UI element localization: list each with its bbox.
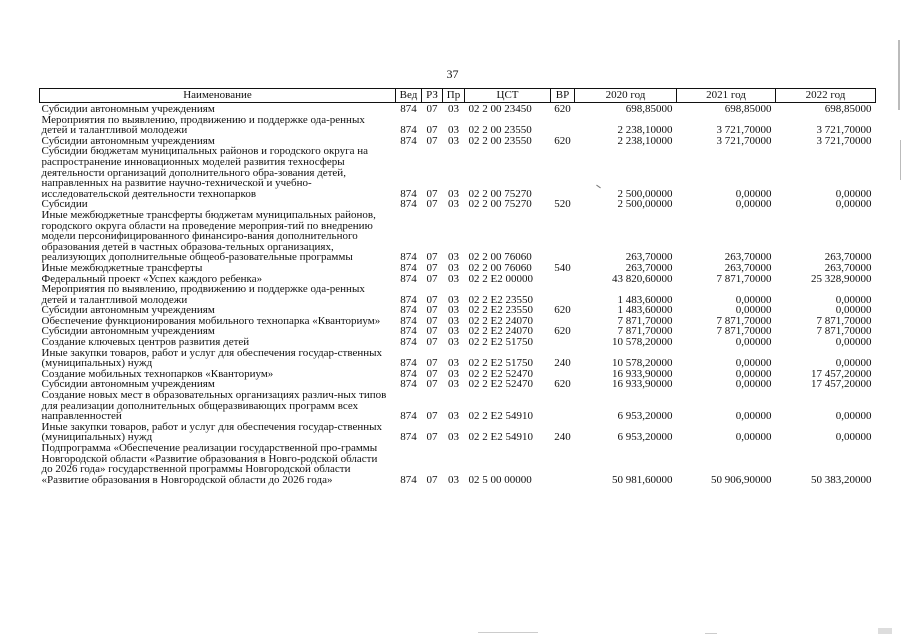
row-cst: 02 2 00 76060 <box>468 251 532 264</box>
scan-edge-mark <box>705 633 717 634</box>
row-name: Мероприятия по выявлению, продвижению и поддержке ода-ренных детей и талантливой молодежи <box>41 283 365 306</box>
row-cst: 02 2 00 76060 <box>468 261 532 274</box>
table-header <box>40 89 876 103</box>
header-ved: Вед <box>396 89 422 103</box>
row-vr <box>551 390 575 422</box>
row-amount-2020: 2 238,10000 <box>617 134 673 147</box>
row-ved: 874 <box>400 134 417 147</box>
row-amount-2020: 7 871,70000 <box>617 325 673 338</box>
row-cst: 02 2 00 23450 <box>468 103 532 115</box>
row-ved: 874 <box>400 336 417 349</box>
row-name: Субсидии автономным учреждениям <box>41 325 215 338</box>
row-cst: 02 2 E2 51750 <box>468 357 533 370</box>
row-pr: 03 <box>448 134 459 147</box>
row-rz: 07 <box>426 134 438 147</box>
header-vr: ВР <box>551 89 575 103</box>
row-rz: 07 <box>426 272 438 285</box>
row-rz: 07 <box>426 473 438 486</box>
table-row <box>40 210 876 263</box>
row-amount-2022: 7 871,70000 <box>816 325 872 338</box>
row-amount-2020: 2 238,10000 <box>617 124 673 137</box>
row-amount-2022: 0,00000 <box>835 198 872 211</box>
row-rz: 07 <box>426 198 438 211</box>
row-name: Иные закупки товаров, работ и услуг для обеспечения государ-ственных (муниципальных) нужд <box>41 346 383 370</box>
row-ved: 874 <box>400 198 417 211</box>
row-rz: 07 <box>426 357 438 370</box>
row-vr <box>551 443 575 485</box>
row-pr: 03 <box>448 431 459 444</box>
row-amount-2020: 6 953,20000 <box>617 410 673 423</box>
row-rz: 07 <box>426 187 438 200</box>
row-ved: 874 <box>400 293 417 306</box>
row-rz: 07 <box>426 325 438 338</box>
row-name: Подпрограмма «Обеспечение реализации государственной про-граммы Новгородской области «Развитие образования в Новго-родской области до 2026 года» государственной программы Новгородской области «Развитие образования в Новгородской области до 2026 года» <box>41 442 378 486</box>
header-2020: 2020 год <box>575 89 677 103</box>
row-ved: 874 <box>400 314 417 327</box>
row-vr <box>551 115 575 136</box>
row-amount-2021: 0,00000 <box>735 431 772 444</box>
row-pr: 03 <box>448 187 459 200</box>
row-name: Создание новых мест в образовательных организациях различ-ных типов для реализации дополнительных общеразвивающих программ всех направленностей <box>41 389 387 423</box>
row-amount-2021: 0,00000 <box>735 293 772 306</box>
row-cst: 02 2 00 75270 <box>468 198 532 211</box>
row-vr: 620 <box>554 304 571 317</box>
row-rz: 07 <box>426 293 438 306</box>
row-rz: 07 <box>426 314 438 327</box>
row-vr: 620 <box>554 378 571 391</box>
row-pr: 03 <box>448 473 459 486</box>
page-number: 37 <box>446 67 459 81</box>
row-pr: 03 <box>448 357 459 370</box>
row-amount-2022: 263,70000 <box>824 261 872 274</box>
row-rz: 07 <box>426 336 438 349</box>
row-amount-2020: 1 483,60000 <box>617 304 673 317</box>
row-name: Обеспечение функционирования мобильного технопарка «Кванториум» <box>41 314 381 327</box>
row-pr: 03 <box>448 314 459 327</box>
table-row <box>40 284 876 305</box>
row-vr: 620 <box>554 134 571 147</box>
row-cst: 02 2 00 23550 <box>468 124 532 137</box>
row-pr: 03 <box>448 325 459 338</box>
row-pr: 03 <box>448 293 459 306</box>
row-amount-2020: 698,85000 <box>625 103 673 115</box>
row-name: Иные межбюджетные трансферты бюджетам муниципальных районов, городского округа области на проведение мероприя-тий по внедрению модели персонифицированного финансиро-вания дополнительного образования детей в частных образова-тельных организациях, реализующих дополнительные общеоб-разовательные программы <box>41 208 376 264</box>
row-vr <box>551 337 575 348</box>
row-pr: 03 <box>448 198 459 211</box>
row-ved: 874 <box>400 304 417 317</box>
row-amount-2022: 0,00000 <box>835 357 872 370</box>
header-rz: РЗ <box>422 89 443 103</box>
row-cst: 02 5 00 00000 <box>468 473 532 486</box>
row-amount-2022: 50 383,20000 <box>811 473 872 486</box>
row-rz: 07 <box>426 103 438 115</box>
row-vr: 620 <box>554 325 571 338</box>
row-vr: 540 <box>554 261 571 274</box>
row-amount-2021: 0,00000 <box>735 357 772 370</box>
row-name: Субсидии автономным учреждениям <box>41 304 215 317</box>
row-ved: 874 <box>400 357 417 370</box>
row-rz: 07 <box>426 410 438 423</box>
row-vr: 240 <box>554 357 571 370</box>
row-cst: 02 2 E2 23550 <box>468 293 533 306</box>
row-pr: 03 <box>448 124 459 137</box>
row-ved: 874 <box>400 124 417 137</box>
row-rz: 07 <box>426 431 438 444</box>
row-ved: 874 <box>400 473 417 486</box>
table-row <box>40 146 876 199</box>
row-amount-2020: 2 500,00000 <box>617 187 673 200</box>
row-vr <box>551 284 575 305</box>
row-pr: 03 <box>448 272 459 285</box>
row-vr: 620 <box>554 103 571 115</box>
row-ved: 874 <box>400 325 417 338</box>
row-pr: 03 <box>448 410 459 423</box>
row-name: Субсидии <box>41 198 88 211</box>
row-amount-2020: 10 578,20000 <box>612 336 673 349</box>
row-name: Мероприятия по выявлению, продвижению и поддержке ода-ренных детей и талантливой молодежи <box>41 113 365 137</box>
row-amount-2020: 6 953,20000 <box>617 431 673 444</box>
row-cst: 02 2 E2 23550 <box>468 304 533 317</box>
row-rz: 07 <box>426 367 438 380</box>
row-amount-2022: 7 871,70000 <box>816 314 872 327</box>
row-amount-2021: 0,00000 <box>735 336 772 349</box>
row-vr <box>551 146 575 199</box>
scan-edge-mark <box>878 628 892 634</box>
row-ved: 874 <box>400 103 417 115</box>
row-cst: 02 2 E2 54910 <box>468 431 533 444</box>
row-amount-2020: 263,70000 <box>625 261 673 274</box>
row-amount-2022: 698,85000 <box>824 103 872 115</box>
row-amount-2020: 263,70000 <box>625 251 673 264</box>
row-amount-2020: 10 578,20000 <box>612 357 673 370</box>
row-amount-2022: 17 457,20000 <box>811 378 872 391</box>
row-name: Создание ключевых центров развития детей <box>41 336 250 349</box>
row-amount-2022: 0,00000 <box>835 187 872 200</box>
row-ved: 874 <box>400 410 417 423</box>
row-ved: 874 <box>400 367 417 380</box>
row-name: Иные межбюджетные трансферты <box>41 261 203 274</box>
row-ved: 874 <box>400 251 417 264</box>
row-amount-2021: 7 871,70000 <box>716 314 772 327</box>
row-rz: 07 <box>426 251 438 264</box>
row-ved: 874 <box>400 378 417 391</box>
row-pr: 03 <box>448 336 459 349</box>
row-vr <box>551 210 575 263</box>
header-name: Наименование <box>40 89 396 103</box>
table-row <box>40 115 876 136</box>
row-amount-2022: 0,00000 <box>835 293 872 306</box>
row-amount-2021: 3 721,70000 <box>716 134 772 147</box>
row-name: Субсидии автономным учреждениям <box>41 103 215 115</box>
row-pr: 03 <box>448 103 459 115</box>
row-ved: 874 <box>400 261 417 274</box>
row-pr: 03 <box>448 304 459 317</box>
row-rz: 07 <box>426 124 438 137</box>
row-pr: 03 <box>448 261 459 274</box>
row-amount-2020: 16 933,90000 <box>612 378 673 391</box>
row-amount-2022: 0,00000 <box>835 304 872 317</box>
header-cst: ЦСТ <box>465 89 551 103</box>
row-rz: 07 <box>426 304 438 317</box>
row-ved: 874 <box>400 431 417 444</box>
row-amount-2021: 0,00000 <box>735 198 772 211</box>
row-amount-2020: 7 871,70000 <box>617 314 673 327</box>
table-body <box>40 103 876 486</box>
row-rz: 07 <box>426 378 438 391</box>
row-amount-2020: 1 483,60000 <box>617 293 673 306</box>
row-amount-2021: 0,00000 <box>735 378 772 391</box>
header-row <box>40 89 876 103</box>
row-name: Федеральный проект «Успех каждого ребенка» <box>41 272 263 285</box>
row-amount-2022: 3 721,70000 <box>816 124 872 137</box>
row-amount-2020: 43 820,60000 <box>612 272 673 285</box>
row-amount-2020: 50 981,60000 <box>612 473 673 486</box>
row-pr: 03 <box>448 367 459 380</box>
row-name: Субсидии автономным учреждениям <box>41 134 215 147</box>
row-ved: 874 <box>400 187 417 200</box>
row-vr: 240 <box>554 431 571 444</box>
table-row <box>40 443 876 485</box>
row-amount-2022: 0,00000 <box>835 431 872 444</box>
scan-edge-mark <box>898 40 900 110</box>
row-rz: 07 <box>426 261 438 274</box>
row-cst: 02 2 E2 51750 <box>468 336 533 349</box>
row-amount-2021: 263,70000 <box>724 261 772 274</box>
row-cst: 02 2 E2 52470 <box>468 367 533 380</box>
header-2022: 2022 год <box>776 89 876 103</box>
header-pr: Пр <box>443 89 465 103</box>
row-name: Субсидии автономным учреждениям <box>41 378 215 391</box>
row-amount-2021: 3 721,70000 <box>716 124 772 137</box>
table-row <box>40 103 876 115</box>
row-amount-2020: 16 933,90000 <box>612 367 673 380</box>
row-vr <box>551 274 575 285</box>
row-cst: 02 2 E2 00000 <box>468 272 533 285</box>
row-amount-2021: 0,00000 <box>735 187 772 200</box>
table-row <box>40 263 876 274</box>
row-cst: 02 2 E2 24070 <box>468 314 533 327</box>
row-amount-2022: 0,00000 <box>835 336 872 349</box>
header-2021: 2021 год <box>677 89 776 103</box>
row-amount-2021: 0,00000 <box>735 367 772 380</box>
row-cst: 02 2 E2 52470 <box>468 378 533 391</box>
row-name: Субсидии бюджетам муниципальных районов и городского округа на распространение инновационных моделей развития техносферы деятельности организаций дополнительного обра-зования детей, направленных на развитие научно-технической и учебно-исследовательской деятельности технопарков <box>41 145 369 200</box>
row-amount-2022: 0,00000 <box>835 410 872 423</box>
row-amount-2022: 17 457,20000 <box>811 367 872 380</box>
row-name: Иные закупки товаров, работ и услуг для обеспечения государ-ственных (муниципальных) нужд <box>41 420 383 444</box>
row-amount-2022: 25 328,90000 <box>811 272 872 285</box>
row-pr: 03 <box>448 251 459 264</box>
table-row <box>40 348 876 369</box>
row-amount-2021: 263,70000 <box>724 251 772 264</box>
row-ved: 874 <box>400 272 417 285</box>
scan-edge-mark <box>900 140 901 180</box>
row-cst: 02 2 E2 54910 <box>468 410 533 423</box>
row-amount-2021: 7 871,70000 <box>716 272 772 285</box>
row-amount-2021: 698,85000 <box>724 103 772 115</box>
row-amount-2021: 7 871,70000 <box>716 325 772 338</box>
row-name: Создание мобильных технопарков «Кванториум» <box>41 367 274 380</box>
row-amount-2022: 3 721,70000 <box>816 134 872 147</box>
table-row <box>40 390 876 422</box>
row-cst: 02 2 00 23550 <box>468 134 532 147</box>
row-amount-2021: 50 906,90000 <box>711 473 772 486</box>
row-pr: 03 <box>448 378 459 391</box>
row-amount-2021: 0,00000 <box>735 304 772 317</box>
table-row <box>40 422 876 443</box>
scan-edge-mark <box>478 632 538 633</box>
row-amount-2022: 263,70000 <box>824 251 872 264</box>
row-vr: 520 <box>554 198 571 211</box>
budget-table <box>39 88 876 485</box>
row-amount-2020: 2 500,00000 <box>617 198 673 211</box>
row-amount-2021: 0,00000 <box>735 410 772 423</box>
row-cst: 02 2 E2 24070 <box>468 325 533 338</box>
row-cst: 02 2 00 75270 <box>468 187 532 200</box>
